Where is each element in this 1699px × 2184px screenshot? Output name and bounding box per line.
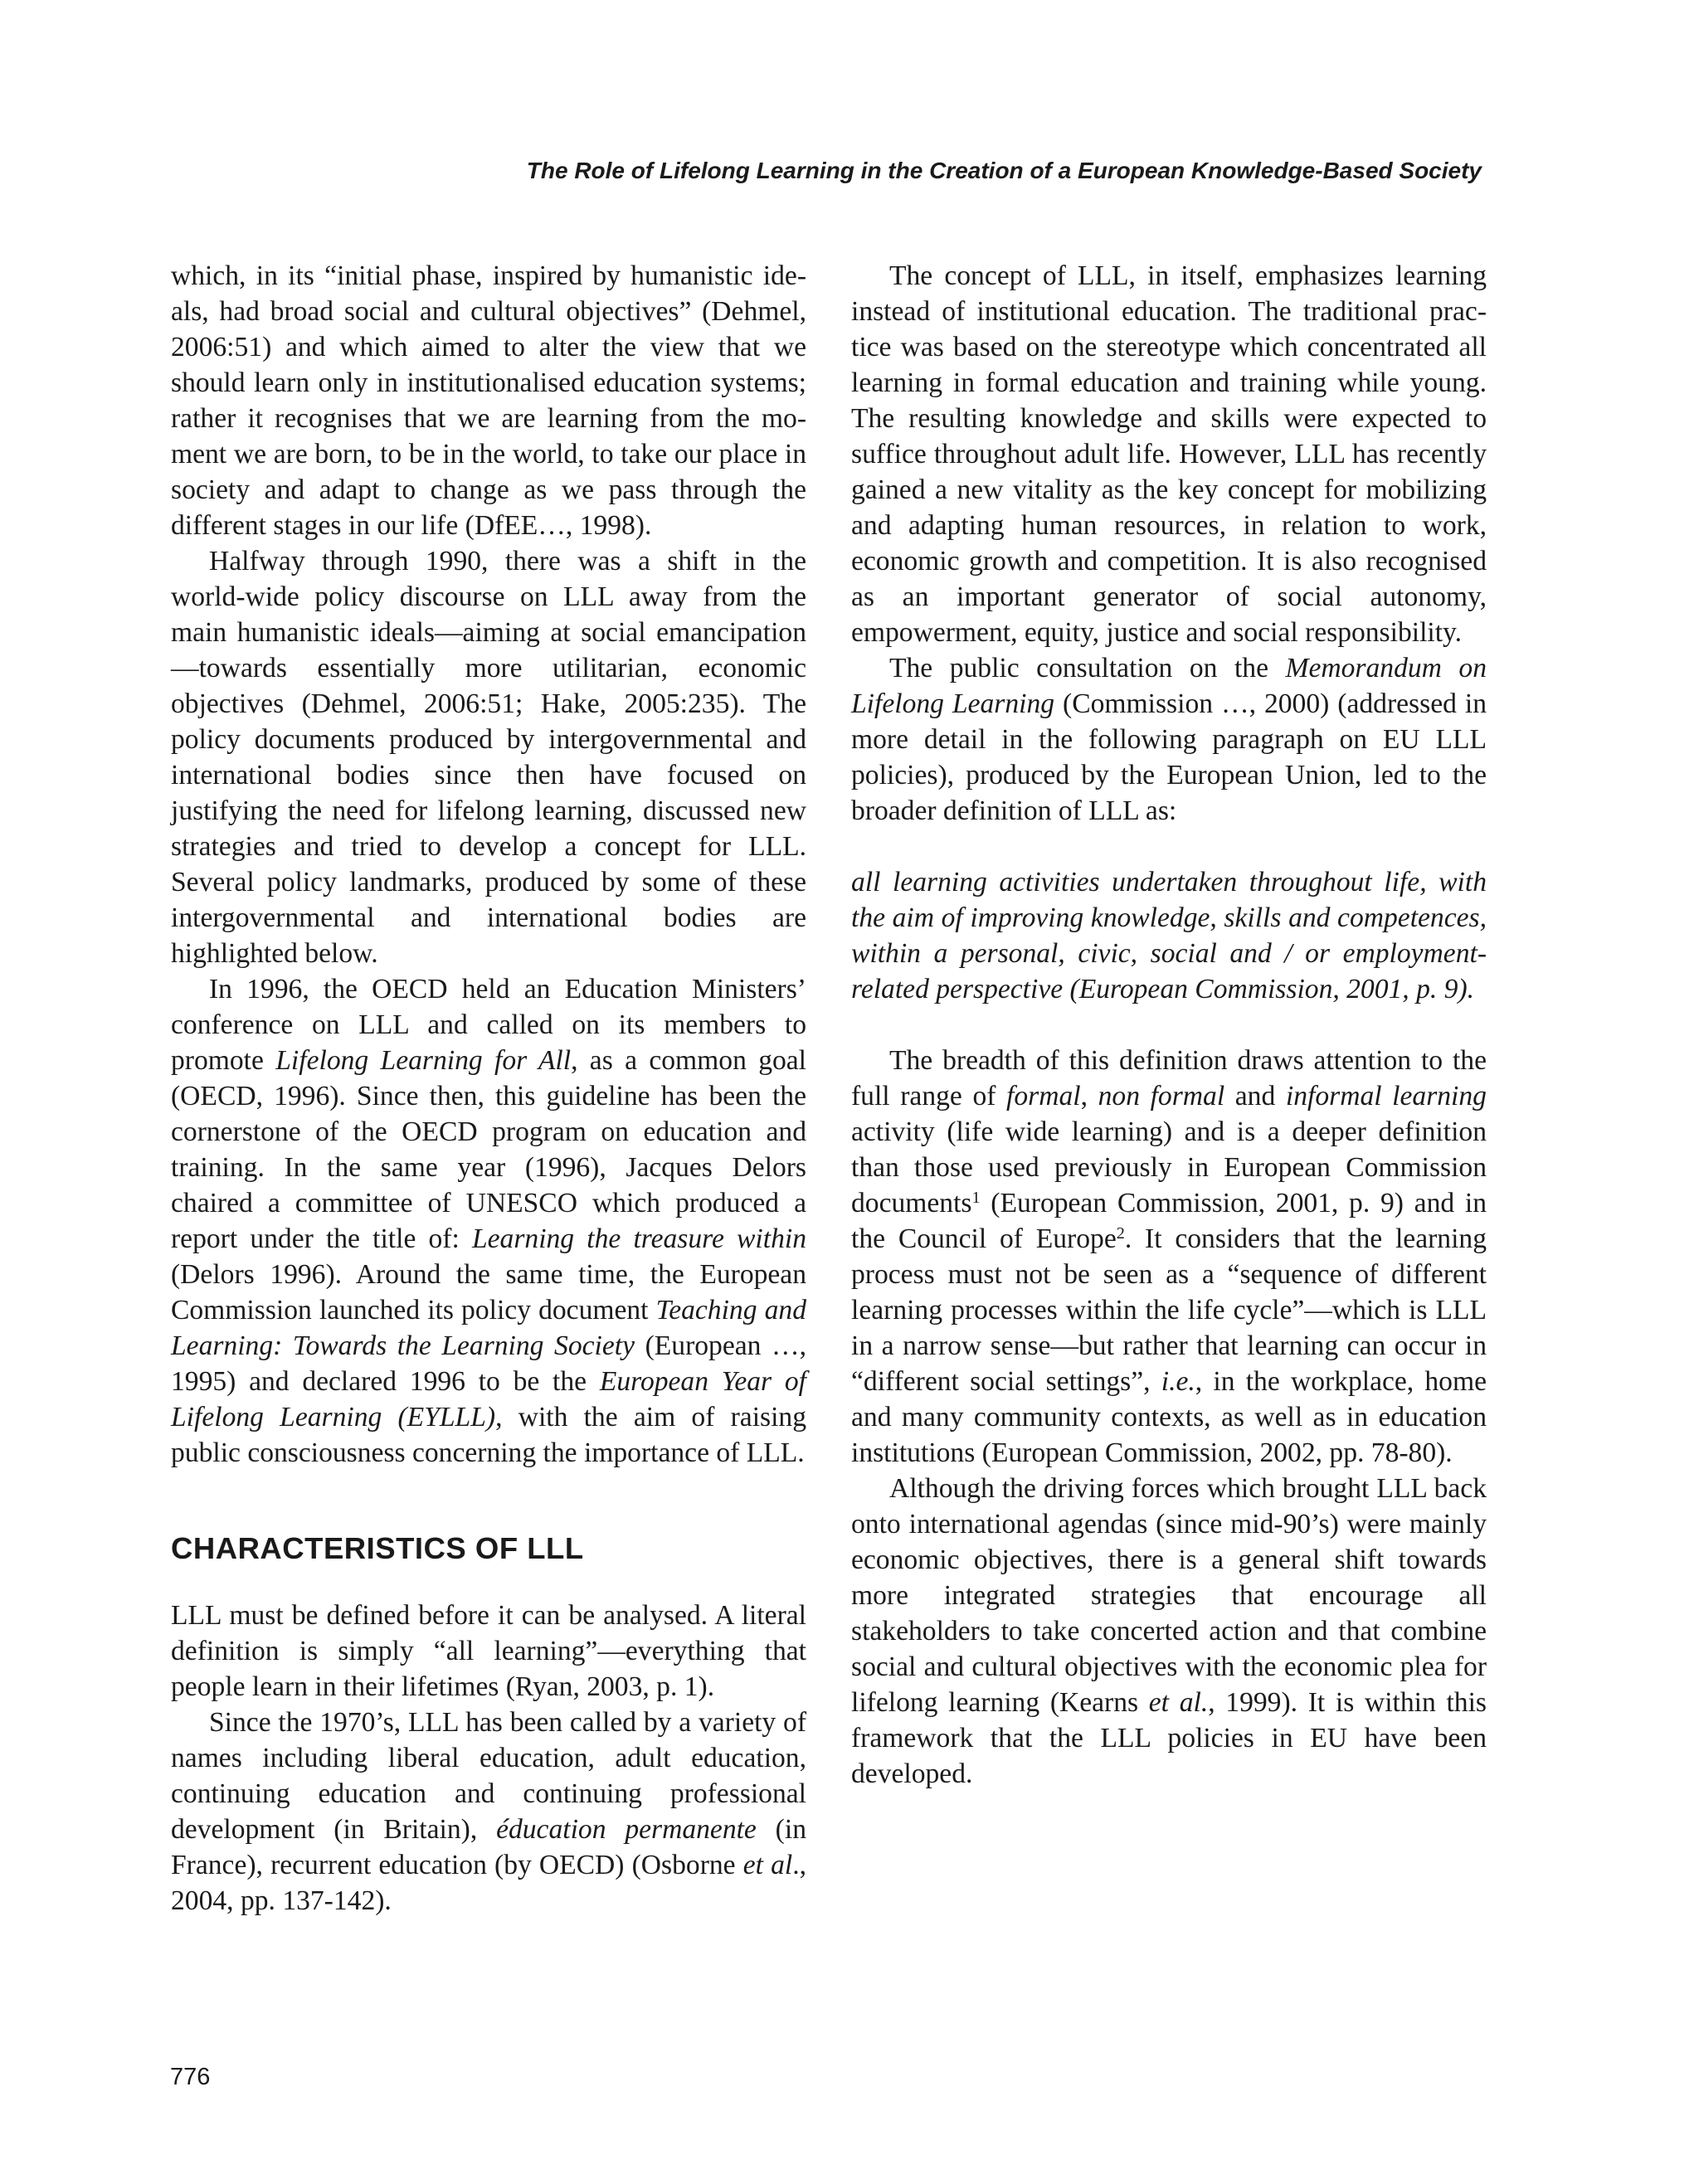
page-number: 776 — [170, 2064, 211, 2090]
paragraph — [171, 971, 806, 1471]
paragraph — [851, 1471, 1487, 1792]
italic-title: European Year of Lifelong Learning (EYLLL) — [171, 1366, 806, 1432]
italic-term: i.e. — [1161, 1366, 1195, 1397]
paragraph: Halfway through 1990, there was a shift in the world-wide policy discourse on LLL away from the main humanistic ideals—aiming at social emancipation—towards essentially more utilitarian, economic objectives (Dehmel, 2006:51; Hake, 2005:235). The policy documents produced by intergovernmental and international bodies since then have focused on justifying the need for lifelong learning, discussed new strategies and tried to develop a concept for LLL. Several policy landmarks, produced by some of these intergovernmental and international bodies are highlighted below. — [171, 546, 806, 969]
italic-title: Lifelong Learning for All — [275, 1045, 572, 1076]
text-run: , with the aim of raising public consciousness concerning the importance of LLL. — [171, 1402, 806, 1468]
text-run: activity (life wide learning) and is a deeper definition than those used previously in European Commission documents — [851, 1116, 1487, 1218]
left-column — [171, 258, 806, 1919]
text-run: ., 2004, pp. 137-142). — [171, 1850, 806, 1916]
running-header: The Role of Lifelong Learning in the Creation of a European Knowledge-Based Society — [526, 158, 1482, 183]
italic-term: formal — [1006, 1081, 1081, 1111]
text-run: (Delors 1996). Around the same time, the European Commission launched its policy document — [171, 1259, 806, 1325]
text-run: The breadth of this definition draws attention to the full range of — [851, 1045, 1487, 1111]
text-run: Although the driving forces which brought LLL back onto international agendas (since mid-90’s) were mainly economic objectives, there is a general shift towards more integrated strategies that encourage all stakeholders to take concerted action and that combine social and cultural objectives with the economic plea for lifelong learning (Kearns — [851, 1473, 1487, 1718]
section-heading: CHARACTERISTICS OF LLL — [171, 1531, 584, 1565]
text-run: The public consultation on the — [889, 653, 1286, 683]
paragraph — [171, 1705, 806, 1919]
italic-title: Teaching and Learning: Towards the Learning Society — [171, 1295, 806, 1361]
text-run: (European …, 1995) and declared 1996 to be the — [171, 1330, 807, 1397]
text-run: (in France), recurrent education (by OECD) (Osborne — [171, 1814, 806, 1880]
paragraph — [851, 650, 1487, 829]
block-quote: all learning activities undertaken throughout life, with the aim of improving knowledge, skills and competences, within a personal, civic, social and / or employment-related perspective (European Commission, 2001, p. 9). — [851, 867, 1487, 1004]
paragraph: LLL must be defined before it can be analysed. A literal definition is simply “all learning”—everything that people learn in their lifetimes (Ryan, 2003, p. 1). — [171, 1600, 806, 1702]
text-run: , in the workplace, home and many community contexts, as well as in education institutions (European Commission, 2002, pp. 78-80). — [851, 1366, 1487, 1468]
text-run: and — [1224, 1081, 1286, 1111]
text-run: (Commission …, 2000) (addressed in more detail in the following paragraph on EU LLL policies), produced by the European Union, led to the broader definition of LLL as: — [851, 688, 1487, 826]
text-run: . It considers that the learning process must not be seen as a “sequence of different learning processes within the life cycle”—which is LLL in a narrow sense—but rather that learning can occur in “different social settings”, — [851, 1223, 1487, 1397]
text-run: , — [1080, 1081, 1098, 1111]
italic-term: éducation permanente — [496, 1814, 757, 1845]
italic-title: Learning the treasure within — [471, 1223, 806, 1254]
right-column — [851, 258, 1487, 1792]
footnote-marker[interactable]: 1 — [971, 1188, 981, 1207]
text-run: (European Commission, 2001, p. 9) and in the Council of Europe — [851, 1188, 1487, 1254]
text-run: In 1996, the OECD held an Education Ministers’ conference on LLL and called on its members to promote — [171, 974, 806, 1076]
text-run: , 1999). It is within this framework that the LLL policies in EU have been developed. — [851, 1687, 1487, 1789]
footnote-marker[interactable]: 2 — [1116, 1223, 1125, 1243]
paragraph: The concept of LLL, in itself, emphasizes learning instead of institutional education. The traditional practice was based on the stereotype which concentrated all learning in formal education and training while young. The resulting knowledge and skills were expected to suffice throughout adult life. However, LLL has recently gained a new vitality as the key concept for mobilizing and adapting human resources, in relation to work, economic growth and competition. It is also recognised as an important generator of social autonomy, empowerment, equity, justice and social responsibility. — [851, 260, 1487, 648]
text-run: Since the 1970’s, LLL has been called by a variety of names including liberal education, adult education, continuing education and continuing professional development (in Britain), — [171, 1707, 806, 1845]
paragraph — [851, 1043, 1487, 1471]
paragraph: which, in its “initial phase, inspired by humanistic ideals, had broad social and cultural objectives” (Dehmel, 2006:51) and which aimed to alter the view that we should learn only in institutionalised education systems; rather it recognises that we are learning from the moment we are born, to be in the world, to take our place in society and adapt to change as we pass through the different stages in our life (DfEE…, 1998). — [171, 260, 806, 541]
italic-term: non formal — [1098, 1081, 1225, 1111]
italic-term: informal learning — [1285, 1081, 1487, 1111]
italic-title: Memorandum on Lifelong Learning — [851, 653, 1487, 719]
italic-term: et al — [742, 1850, 793, 1880]
italic-term: et al. — [1148, 1687, 1209, 1718]
text-run: , as a common goal (OECD, 1996). Since then, this guideline has been the cornerstone of the OECD program on education and training. In the same year (1996), Jacques Delors chaired a committee of UNESCO which produced a report under the title of: — [171, 1045, 807, 1254]
